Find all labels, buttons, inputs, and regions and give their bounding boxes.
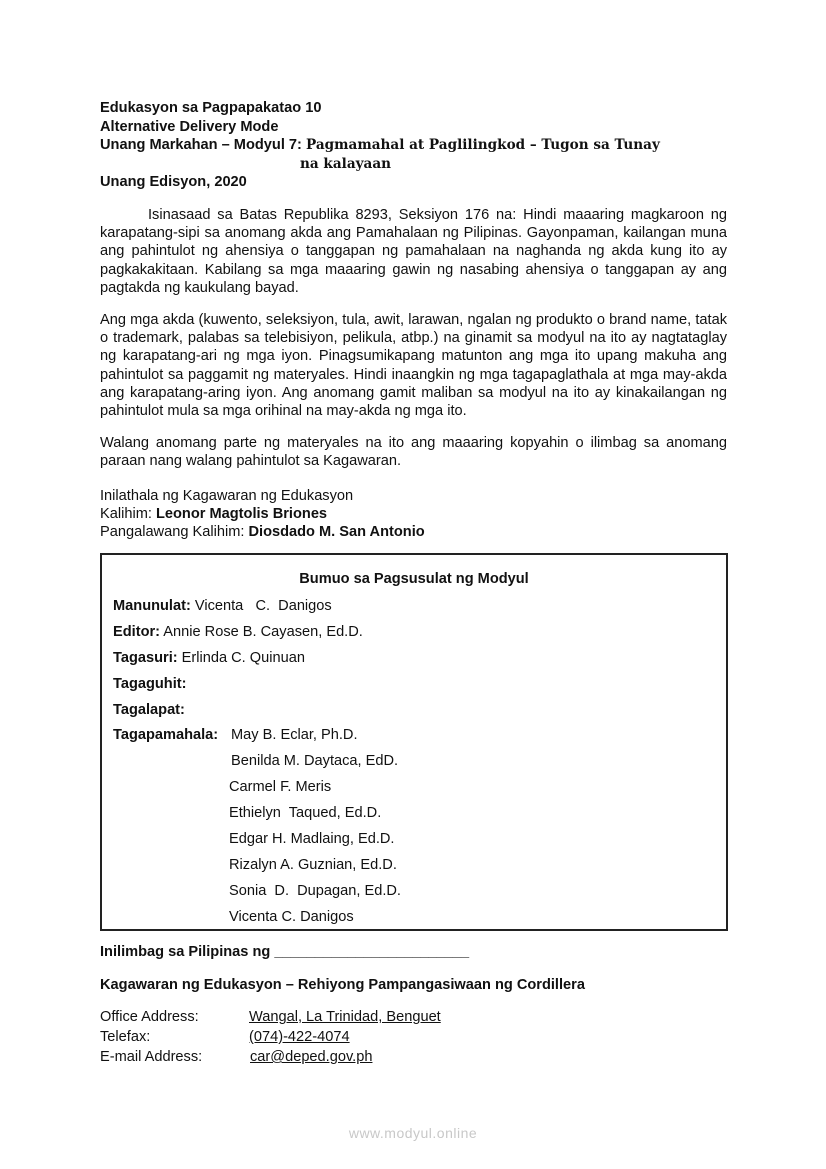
manager-name: May B. Eclar, Ph.D. <box>231 727 358 743</box>
subject-title: Edukasyon sa Pagpapakatao 10 <box>100 100 322 116</box>
watermark: www.modyul.online <box>348 1125 478 1141</box>
region-title: Kagawaran ng Edukasyon – Rehiyong Pampangasiwaan ng Cordillera <box>100 977 585 993</box>
managers-label: Tagapamahala: <box>113 727 219 743</box>
credit-row: Manunulat: Vicenta C. Danigos <box>113 598 332 614</box>
reproduction-paragraph: Walang anomang parte ng materyales na ito ang maaaring kopyahin o ilimbag sa anomang paraan nang walang pahintulot sa Kagawaran. <box>100 435 727 470</box>
manager-name: Carmel F. Meris <box>229 779 332 795</box>
printed-line: Inilimbag sa Pilipinas ng ________________________ <box>100 944 470 960</box>
credit-row: Tagaguhit: <box>113 676 187 692</box>
manager-name: Benilda M. Daytaca, EdD. <box>231 753 399 769</box>
secretary-name: Leonor Magtolis Briones <box>155 506 328 523</box>
telefax-number: (074)-422-4074 <box>249 1029 350 1045</box>
office-address: Wangal, La Trinidad, Benguet <box>249 1009 441 1025</box>
trademark-paragraph: Ang mga akda (kuwento, seleksiyon, tula, awit, larawan, ngalan ng produkto o brand name, tatak o trademark, palabas sa telebisiyon, pelikula, atbp.) na ginamit sa modyul na ito ay nagtataglay ng karapatang-ari ng mga iyon. Pinagsumikapang matunton ang mga ito upang makuha ang pahintulot sa paggamit ng materyales. Hindi inaangkin ng mga tagapaglathala at mga may-akda ang karapatang-aring iyon. Ang anomang gamit maliban sa modyul na ito ay kinakailangan ng pahintulot mula sa mga orihinal na may-akda ng mga ito. <box>100 312 727 420</box>
undersecretary-name: Diosdado M. San Antonio <box>248 524 425 541</box>
manager-name: Edgar H. Madlaing, Ed.D. <box>229 831 395 847</box>
publisher-block: Inilathala ng Kagawaran ng Edukasyon Kalihim: Leonor Magtolis Briones Pangalawang Kalihim: Diosdado M. San Antonio <box>100 488 425 541</box>
module-title: Unang Markahan – Modyul 7: Pagmamahal at Paglilingkod – Tugon sa Tunay <box>100 137 660 153</box>
edition: Unang Edisyon, 2020 <box>100 174 247 190</box>
credit-row: Tagasuri: Erlinda C. Quinuan <box>113 650 305 666</box>
module-name-cont: na kalayaan <box>300 155 392 172</box>
delivery-mode: Alternative Delivery Mode <box>100 118 279 135</box>
manager-name: Vicenta C. Danigos <box>229 909 354 925</box>
credits-box <box>100 553 728 931</box>
email-label: E-mail Address: <box>100 1049 203 1065</box>
publisher-line: Inilathala ng Kagawaran ng Edukasyon <box>100 488 354 504</box>
module-name: Pagmamahal at Paglilingkod – Tugon sa Tunay <box>305 137 660 153</box>
credit-row: Tagalapat: <box>113 702 185 718</box>
email-link[interactable]: car@deped.gov.ph <box>250 1049 373 1065</box>
manager-name: Ethielyn Taqued, Ed.D. <box>229 805 382 821</box>
manager-name: Sonia D. Dupagan, Ed.D. <box>229 883 401 899</box>
copyright-paragraph: Isinasaad sa Batas Republika 8293, Seksiyon 176 na: Hindi maaaring magkaroon ng karapatang-sipi sa anomang akda ang Pamahalaan ng Pilipinas. Gayonpaman, kailangan muna ang pahintulot ng ahensiya o tanggapan ng pamahalaan na naghanda ng akda kung ito ay pagkakakitaan. Kabilang sa mga maaaring gawin ng nasabing ahensiya o tanggapan ay ang pagtakda ng kaukulang bayad. <box>100 207 727 296</box>
contact-block <box>100 1007 441 1067</box>
credit-row: Editor: Annie Rose B. Cayasen, Ed.D. <box>113 624 363 640</box>
credits-title: Bumuo sa Pagsusulat ng Modyul <box>299 571 529 587</box>
telefax-label: Telefax: <box>100 1029 151 1045</box>
document-header <box>100 99 660 192</box>
manager-name: Rizalyn A. Guznian, Ed.D. <box>229 857 397 873</box>
office-label: Office Address: <box>100 1009 199 1025</box>
